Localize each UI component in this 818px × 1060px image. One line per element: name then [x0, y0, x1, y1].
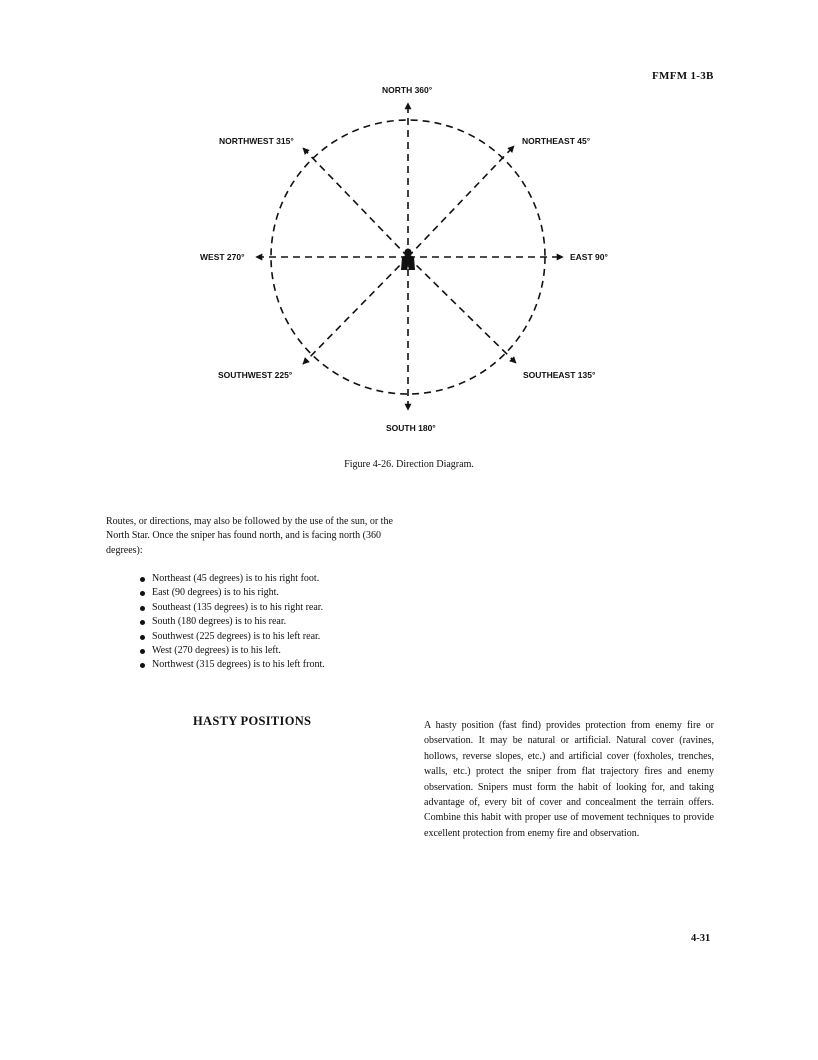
arrow-southwest — [303, 257, 408, 364]
arrow-southeast — [408, 257, 516, 363]
section-heading: HASTY POSITIONS — [193, 714, 312, 728]
page-number: 4-31 — [691, 933, 711, 944]
label-southwest: SOUTHWEST 225° — [218, 370, 293, 380]
sniper-figure-icon — [401, 249, 415, 271]
list-item: South (180 degrees) is to his rear. — [140, 615, 325, 629]
list-item: East (90 degrees) is to his right. — [140, 586, 325, 600]
arrow-northwest — [303, 148, 408, 257]
list-item: Southwest (225 degrees) is to his left rear. — [140, 630, 325, 644]
arrow-northeast — [408, 146, 514, 257]
label-northeast: NORTHEAST 45° — [522, 136, 591, 146]
list-item: Southeast (135 degrees) is to his right rear. — [140, 601, 325, 615]
label-west: WEST 270° — [200, 252, 245, 262]
list-item: Northeast (45 degrees) is to his right foot. — [140, 572, 325, 586]
label-northwest: NORTHWEST 315° — [219, 136, 294, 146]
list-item: West (270 degrees) is to his left. — [140, 644, 325, 658]
document-code: FMFM 1-3B — [652, 70, 714, 82]
direction-diagram — [0, 0, 818, 450]
label-east: EAST 90° — [570, 252, 608, 262]
label-south: SOUTH 180° — [386, 423, 436, 433]
label-north: NORTH 360° — [382, 85, 433, 95]
label-southeast: SOUTHEAST 135° — [523, 370, 596, 380]
section-paragraph: A hasty position (fast find) provides protection from enemy fire or observation. It may be natural or artificial. Natural cover (ravines, hollows, reverse slopes, etc.) and artificial cover (foxholes, trenches, walls, etc.) protect the sniper from flat trajectory fires and enemy observation. Snipers must form the habit of looking for, and taking advantage of, every bit of cover and concealment the terrain offers. Combine this habit with proper use of movement techniques to provide excellent protection from enemy fire and observation. — [424, 720, 714, 839]
list-item: Northwest (315 degrees) is to his left front. — [140, 658, 325, 672]
figure-caption: Figure 4-26. Direction Diagram. — [344, 459, 474, 470]
direction-bullet-list — [140, 572, 325, 673]
intro-paragraph: Routes, or directions, may also be followed by the use of the sun, or the North Star. Once the sniper has found north, and is facing north (360 degrees): — [106, 516, 393, 556]
